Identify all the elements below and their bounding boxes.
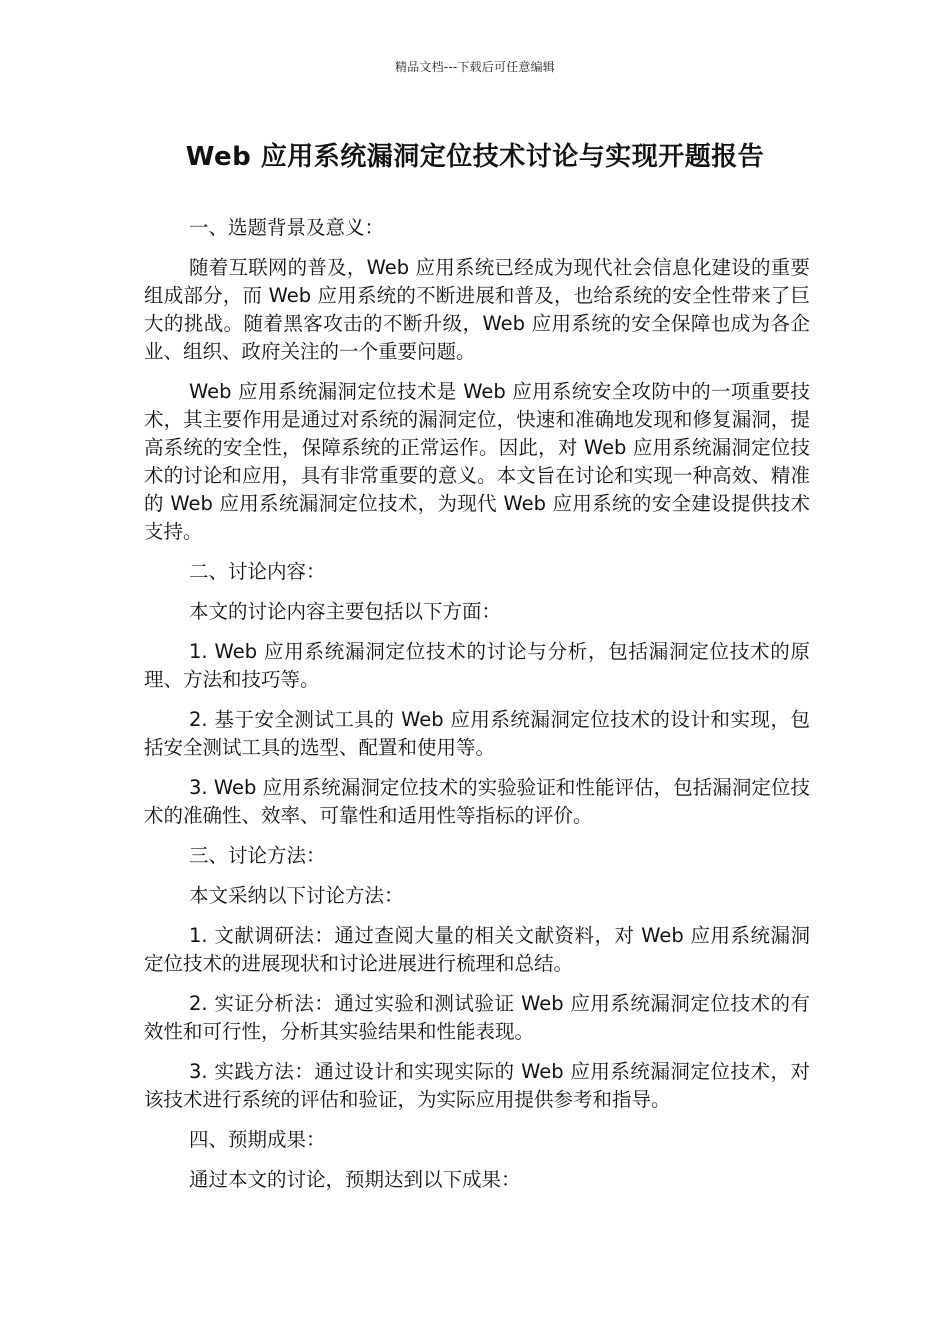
list-item-method-2: 2. 实证分析法：通过实验和测试验证 Web 应用系统漏洞定位技术的有效性和可行性，分析其实验结果和性能表现。 — [144, 992, 810, 1043]
paragraph-methods-intro: 本文采纳以下讨论方法： — [189, 884, 404, 907]
list-item-content-3: 3. Web 应用系统漏洞定位技术的实验验证和性能评估，包括漏洞定位技术的准确性、效率、可靠性和适用性等指标的评价。 — [144, 776, 810, 827]
paragraph-background-2: Web 应用系统漏洞定位技术是 Web 应用系统安全攻防中的一项重要技术，其主要作用是通过对系统的漏洞定位，快速和准确地发现和修复漏洞，提高系统的安全性，保障系统的正常运作。因此，对 Web 应用系统漏洞定位技术的讨论和应用，具有非常重要的意义。本文旨在讨论和实现一种高效、精准的 Web 应用系统漏洞定位技术，为现代 Web 应用系统的安全建设提供技术支持。 — [144, 380, 810, 543]
list-item-content-2: 2. 基于安全测试工具的 Web 应用系统漏洞定位技术的设计和实现，包括安全测试工具的选型、配置和使用等。 — [144, 708, 810, 759]
header-note: 精品文档---下载后可任意编辑 — [395, 60, 555, 74]
document-title: Web 应用系统漏洞定位技术讨论与实现开题报告 — [185, 142, 765, 172]
paragraph-content-intro: 本文的讨论内容主要包括以下方面： — [189, 600, 502, 623]
document-body — [144, 214, 810, 1206]
list-item-method-1: 1. 文献调研法：通过查阅大量的相关文献资料，对 Web 应用系统漏洞定位技术的进展现状和讨论进展进行梳理和总结。 — [144, 924, 810, 975]
list-item-method-3: 3. 实践方法：通过设计和实现实际的 Web 应用系统漏洞定位技术，对该技术进行系统的评估和验证，为实际应用提供参考和指导。 — [144, 1060, 810, 1111]
list-item-content-1: 1. Web 应用系统漏洞定位技术的讨论与分析，包括漏洞定位技术的原理、方法和技巧等。 — [144, 640, 810, 691]
section-heading-background: 一、选题背景及意义： — [189, 216, 385, 239]
section-heading-content: 二、讨论内容： — [189, 560, 326, 583]
paragraph-background-1: 随着互联网的普及，Web 应用系统已经成为现代社会信息化建设的重要组成部分，而 Web 应用系统的不断进展和普及，也给系统的安全性带来了巨大的挑战。随着黑客攻击的不断升级，Web 应用系统的安全保障也成为各企业、组织、政府关注的一个重要问题。 — [144, 256, 810, 363]
section-heading-methods: 三、讨论方法： — [189, 844, 326, 867]
section-heading-outcomes: 四、预期成果： — [189, 1128, 326, 1151]
paragraph-outcomes-intro: 通过本文的讨论，预期达到以下成果： — [189, 1168, 521, 1191]
